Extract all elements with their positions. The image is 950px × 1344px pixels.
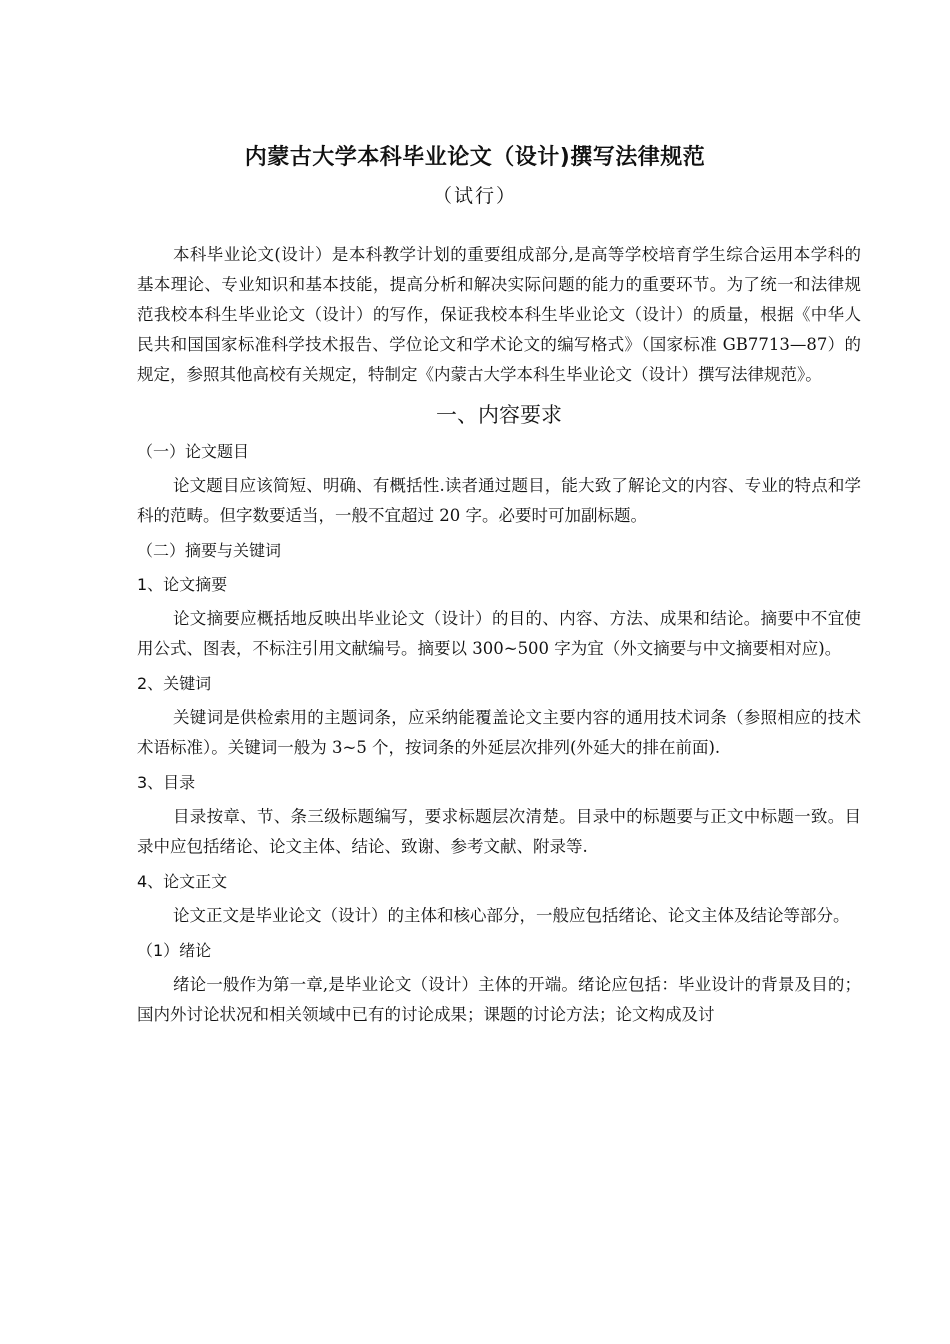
document-subtitle: （试行） <box>432 185 517 207</box>
paragraph-introduction: 绪论一般作为第一章,是毕业论文（设计）主体的开端。绪论应包括：毕业设计的背景及目的；国内外讨论状况和相关领域中已有的讨论成果；课题的讨论方法；论文构成及讨 <box>137 975 861 1024</box>
document-body <box>137 240 861 1030</box>
heading-abstract-keywords: （二）摘要与关键词 <box>137 541 282 560</box>
paragraph-keywords: 关键词是供检索用的主题词条，应采纳能覆盖论文主要内容的通用技术词条（参照相应的技术术语标准）。关键词一般为 3~5 个，按词条的外延层次排列(外延大的排在前面). <box>137 708 861 757</box>
paragraph-toc: 目录按章、节、条三级标题编写，要求标题层次清楚。目录中的标题要与正文中标题一致。目录中应包括绪论、论文主体、结论、致谢、参考文献、附录等. <box>137 807 861 856</box>
heading-introduction: （1）绪论 <box>137 941 212 960</box>
document-title: 内蒙古大学本科毕业论文（设计)撰写法律规范 <box>244 145 706 170</box>
intro-paragraph: 本科毕业论文(设计）是本科教学计划的重要组成部分,是高等学校培育学生综合运用本学科的基本理论、专业知识和基本技能，提高分析和解决实际问题的能力的重要环节。为了统一和法律规范我校本科生毕业论文（设计）的写作，保证我校本科生毕业论文（设计）的质量，根据《中华人民共和国国家标准科学技术报告、学位论文和学术论文的编写格式》（国家标准 GB7713—87）的规定，参照其他高校有关规定，特制定《内蒙古大学本科生毕业论文（设计）撰写法律规范》。 <box>137 245 861 384</box>
heading-topic: （一）论文题目 <box>137 442 250 461</box>
heading-toc: 3、目录 <box>137 773 196 792</box>
paragraph-abstract: 论文摘要应概括地反映出毕业论文（设计）的目的、内容、方法、成果和结论。摘要中不宜使用公式、图表，不标注引用文献编号。摘要以 300~500 字为宜（外文摘要与中文摘要相对应)。 <box>137 609 861 658</box>
heading-keywords: 2、关键词 <box>137 674 212 693</box>
heading-abstract: 1、论文摘要 <box>137 575 228 594</box>
paragraph-topic: 论文题目应该简短、明确、有概括性.读者通过题目，能大致了解论文的内容、专业的特点和学科的范畴。但字数要适当，一般不宜超过 20 字。必要时可加副标题。 <box>137 476 861 525</box>
paragraph-body: 论文正文是毕业论文（设计）的主体和核心部分，一般应包括绪论、论文主体及结论等部分。 <box>173 906 850 925</box>
heading-body: 4、论文正文 <box>137 872 228 891</box>
section-heading-content-requirements: 一、内容要求 <box>436 403 562 427</box>
